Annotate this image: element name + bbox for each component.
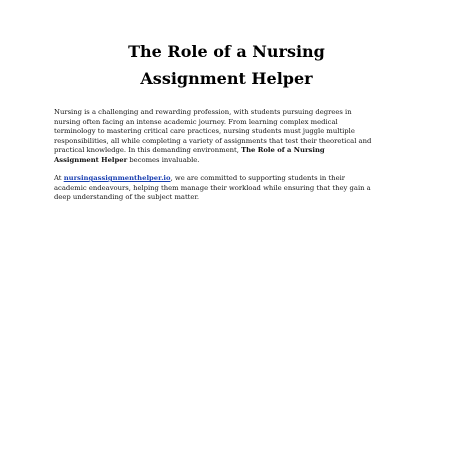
intro-line-6-text: becomes invaluable.	[127, 155, 200, 164]
service-line-2: academic endeavours, helping them manage their workload while ensuring that they gain a	[54, 183, 371, 192]
intro-line-3: terminology to mastering critical care practices, nursing students must juggle multiple	[54, 127, 355, 136]
service-line-1	[54, 174, 414, 184]
intro-line-2: nursing often facing an intense academic journey. From learning complex medical	[54, 117, 338, 126]
document-title-line-1: The Role of a Nursing	[128, 42, 325, 61]
service-line-3: deep understanding of the subject matter.	[54, 193, 200, 202]
intro-line-6	[54, 156, 414, 166]
document-title-line-2: Assignment Helper	[140, 69, 313, 88]
intro-line-6-bold: Assignment Helper	[54, 155, 128, 164]
intro-line-5-text: practical knowledge. In this demanding environment,	[54, 146, 242, 155]
intro-line-4: responsibilities, all while completing a variety of assignments that test their theoretical and	[54, 136, 372, 145]
service-line-1-pre: At	[54, 174, 64, 182]
intro-paragraph	[54, 108, 414, 166]
service-paragraph	[54, 174, 414, 203]
intro-line-1: Nursing is a challenging and rewarding profession, with students pursuing degrees in	[54, 108, 352, 116]
intro-line-5	[54, 146, 414, 156]
intro-line-5-bold: The Role of a Nursing	[241, 146, 325, 155]
website-link[interactable]: nursingassignmenthelper.io	[63, 174, 171, 182]
service-line-1-post: , we are committed to supporting students in their	[170, 174, 346, 182]
